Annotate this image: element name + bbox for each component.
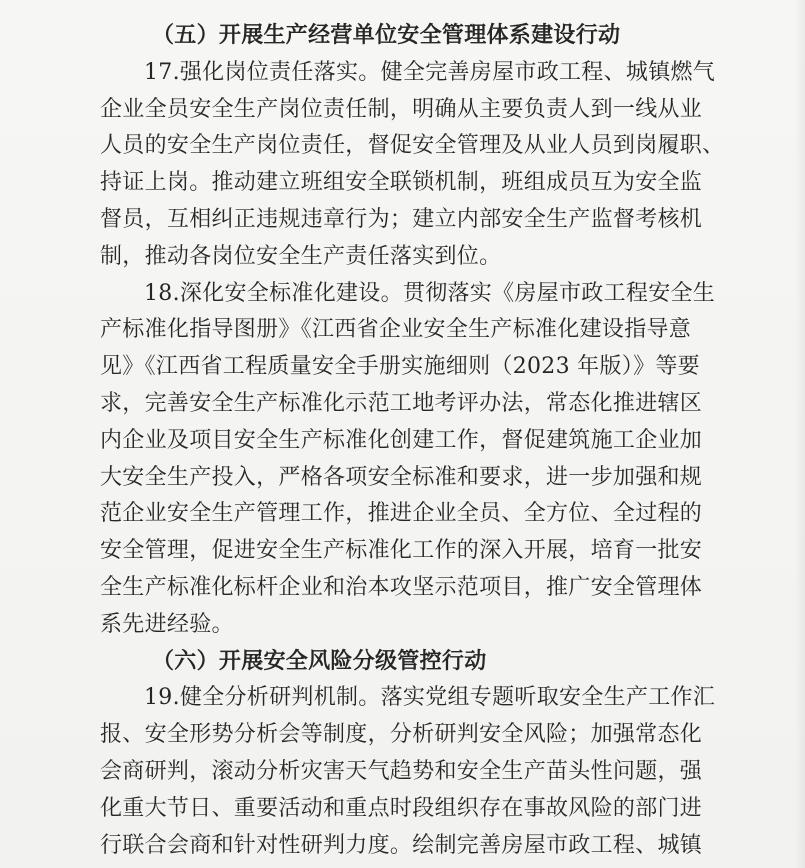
paragraph-line: 企业全员安全生产岗位责任制，明确从主要负责人到一线从业 [100, 96, 703, 122]
paragraph-line: 产标准化指导图册》《江西省企业安全生产标准化建设指导意 [100, 317, 692, 343]
page-edge-shadow [795, 0, 805, 868]
paragraph-17 [100, 55, 725, 276]
section-heading-6: （六）开展安全风险分级管控行动 [152, 648, 487, 674]
paragraph-line: 17.强化岗位责任落实。健全完善房屋市政工程、城镇燃气 [144, 59, 716, 85]
paragraph-line: 系先进经验。 [100, 611, 234, 637]
paragraph-line: 报、安全形势分析会等制度，分析研判安全风险；加强常态化 [100, 722, 703, 748]
paragraph-line: 持证上岗。推动建立班组安全联锁机制，班组成员互为安全监 [100, 170, 703, 196]
paragraph-line: 安全管理，促进安全生产标准化工作的深入开展，培育一批安 [100, 538, 703, 564]
paragraph-18 [100, 276, 716, 644]
paragraph-19 [100, 680, 716, 864]
paragraph-line: 会商研判，滚动分析灾害天气趋势和安全生产苗头性问题，强 [100, 758, 703, 784]
paragraph-line: 18.深化安全标准化建设。贯彻落实《房屋市政工程安全生 [144, 280, 716, 306]
paragraph-line: 求，完善安全生产标准化示范工地考评办法，常态化推进辖区 [100, 390, 703, 416]
paragraph-line: 全生产标准化标杆企业和治本攻坚示范项目，推广安全管理体 [100, 574, 703, 600]
paragraph-line: 19.健全分析研判机制。落实党组专题听取安全生产工作汇 [144, 685, 716, 711]
paragraph-line: 见》《江西省工程质量安全手册实施细则（2023 年版）》等要 [100, 354, 700, 380]
paragraph-line: 内企业及项目安全生产标准化创建工作，督促建筑施工企业加 [100, 427, 703, 453]
paragraph-line: 督员，互相纠正违规违章行为；建立内部安全生产监督考核机 [100, 206, 703, 232]
paragraph-line: 人员的安全生产岗位责任，督促安全管理及从业人员到岗履职、 [100, 133, 725, 159]
paragraph-line: 行联合会商和针对性研判力度。绘制完善房屋市政工程、城镇 [100, 832, 703, 858]
paragraph-line: 大安全生产投入，严格各项安全标准和要求，进一步加强和规 [100, 464, 703, 490]
section-heading-5: （五）开展生产经营单位安全管理体系建设行动 [152, 23, 621, 48]
paragraph-line: 制，推动各岗位安全生产责任落实到位。 [100, 243, 502, 269]
paragraph-line: 范企业安全生产管理工作，推进企业全员、全方位、全过程的 [100, 501, 703, 527]
paragraph-line: 化重大节日、重要活动和重点时段组织存在事故风险的部门进 [100, 795, 703, 821]
document-body [100, 18, 725, 864]
